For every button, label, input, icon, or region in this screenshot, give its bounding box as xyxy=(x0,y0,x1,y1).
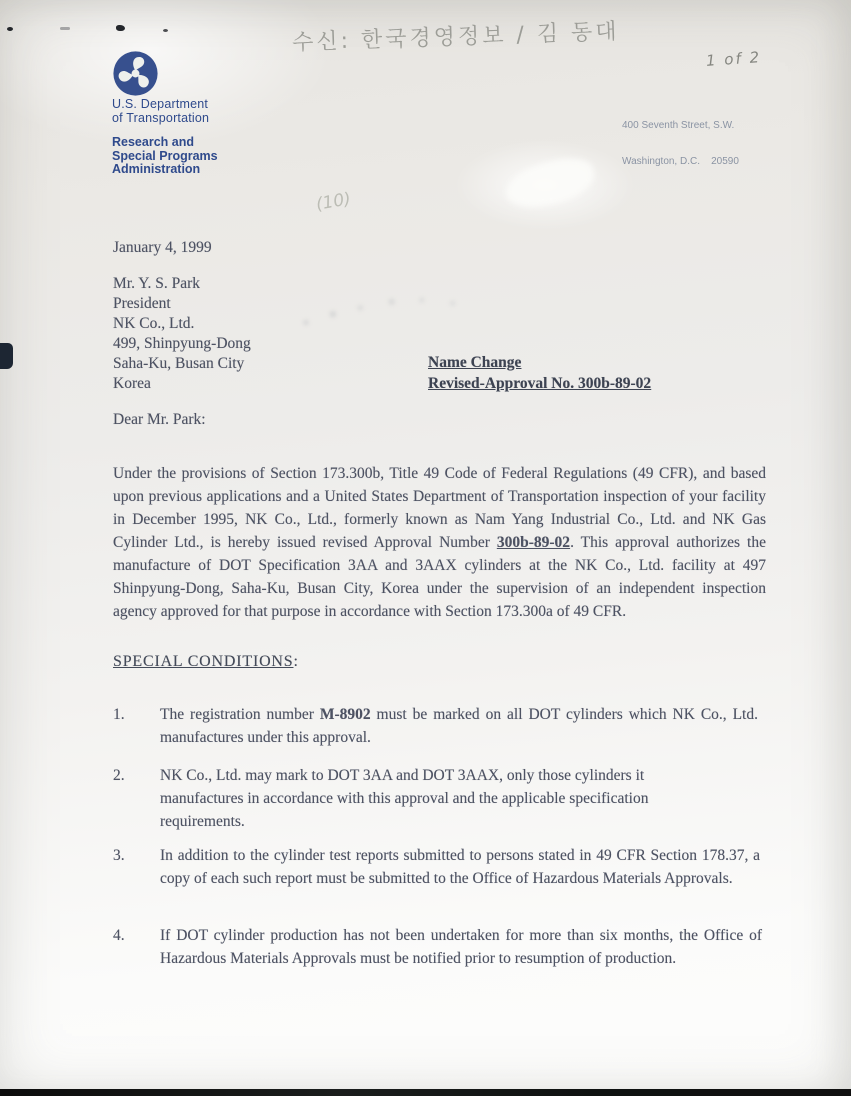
scan-speck xyxy=(163,29,168,32)
handwritten-page-marker: 1 of 2 xyxy=(705,48,762,70)
ghost-stamp-artifact xyxy=(293,274,478,347)
scan-speck xyxy=(116,25,125,31)
admin-line1: Research and xyxy=(112,135,194,149)
admin-line2: Special Programs xyxy=(112,148,218,163)
address-city: Washington, D.C. 20590 xyxy=(622,156,739,167)
condition-4-number: 4. xyxy=(113,927,125,944)
condition-2-text xyxy=(160,764,720,833)
condition-1-text xyxy=(160,703,758,749)
letterhead-address xyxy=(622,96,739,192)
scan-speck xyxy=(7,27,13,31)
subject-line2: Revised-Approval No. 300b-89-02 xyxy=(428,375,652,392)
condition-3-number: 3. xyxy=(113,847,125,864)
subject-line1: Name Change xyxy=(428,354,522,371)
recipient-city: Saha-Ku, Busan City xyxy=(113,355,245,372)
recipient-block xyxy=(113,274,251,394)
letterhead-department xyxy=(112,98,209,125)
handwritten-circled-note: (10) xyxy=(314,189,353,215)
condition-2-post: NK Co., Ltd. may mark to DOT 3AA and DOT 3AAX, only those cylinders it manufactures in accordance with this approval and the applicable specification requirements. xyxy=(160,767,649,830)
condition-4-text xyxy=(160,924,762,970)
condition-item-4 xyxy=(113,924,762,970)
dept-line2: of Transportation xyxy=(112,110,210,125)
handwritten-korean-note: 수신: 한국경영정보 / 김 동대 xyxy=(291,19,620,56)
recipient-street: 499, Shinpyung-Dong xyxy=(113,335,251,352)
condition-item-3 xyxy=(113,844,760,890)
whiteout-flare-artifact xyxy=(502,153,599,213)
registration-number: M-8902 xyxy=(319,706,371,723)
condition-3-post: In addition to the cylinder test reports submitted to persons stated in 49 CFR Section 178.37, a copy of each such report must be submitted to the Office of Hazardous Materials Approvals. xyxy=(160,847,760,887)
condition-item-2 xyxy=(113,764,720,833)
special-conditions-heading xyxy=(113,650,299,673)
dept-line1: U.S. Department xyxy=(112,97,209,111)
condition-4-post: If DOT cylinder production has not been undertaken for more than six months, the Office of Hazardous Materials Approvals must be notified prior to resumption of production. xyxy=(160,927,762,967)
letter-date: January 4, 1999 xyxy=(113,239,212,256)
condition-item-1 xyxy=(113,703,758,749)
special-conditions-title: SPECIAL CONDITIONS xyxy=(113,653,294,670)
condition-1-number: 1. xyxy=(113,706,125,723)
condition-1-pre: The registration number xyxy=(160,706,320,723)
condition-3-text xyxy=(160,844,760,890)
body-paragraph xyxy=(113,462,766,623)
condition-1-post: must be marked on all DOT cylinders which NK Co., Ltd. manufactures under this approval. xyxy=(160,706,758,746)
letterhead-administration xyxy=(112,136,218,177)
address-street: 400 Seventh Street, S.W. xyxy=(622,120,735,131)
scan-edge-blob xyxy=(0,343,13,369)
condition-2-number: 2. xyxy=(113,767,125,784)
approval-number: 300b-89-02 xyxy=(496,533,571,551)
subject-block xyxy=(428,352,651,394)
recipient-name: Mr. Y. S. Park xyxy=(113,275,200,292)
recipient-company: NK Co., Ltd. xyxy=(113,315,195,332)
admin-line3: Administration xyxy=(112,162,201,176)
dot-triskelion-logo xyxy=(112,50,159,97)
scan-speck xyxy=(60,27,70,30)
body-paragraph-post: . This approval authorizes the manufacture of DOT Specification 3AA and 3AAX cylinders at the NK Co., Ltd. facility at 497 Shinpyung-Dong, Saha-Ku, Busan City, Korea under the supervision of an independent inspection agency approved for that purpose in accordance with Section 173.300a of 49 CFR. xyxy=(113,533,766,620)
body-paragraph-pre: Under the provisions of Section 173.300b, Title 49 Code of Federal Regulations (49 CFR), and based upon previous applications and a United States Department of Transportation inspection of your facility in December 1995, NK Co., Ltd., formerly known as Nam Yang Industrial Co., Ltd. and NK Gas Cylinder Ltd., is hereby issued revised Approval Number xyxy=(113,464,766,551)
special-conditions-colon: : xyxy=(293,653,299,670)
salutation: Dear Mr. Park: xyxy=(113,411,206,428)
recipient-country: Korea xyxy=(113,375,151,392)
scan-bottom-edge xyxy=(0,1089,851,1096)
recipient-title: President xyxy=(113,295,171,312)
